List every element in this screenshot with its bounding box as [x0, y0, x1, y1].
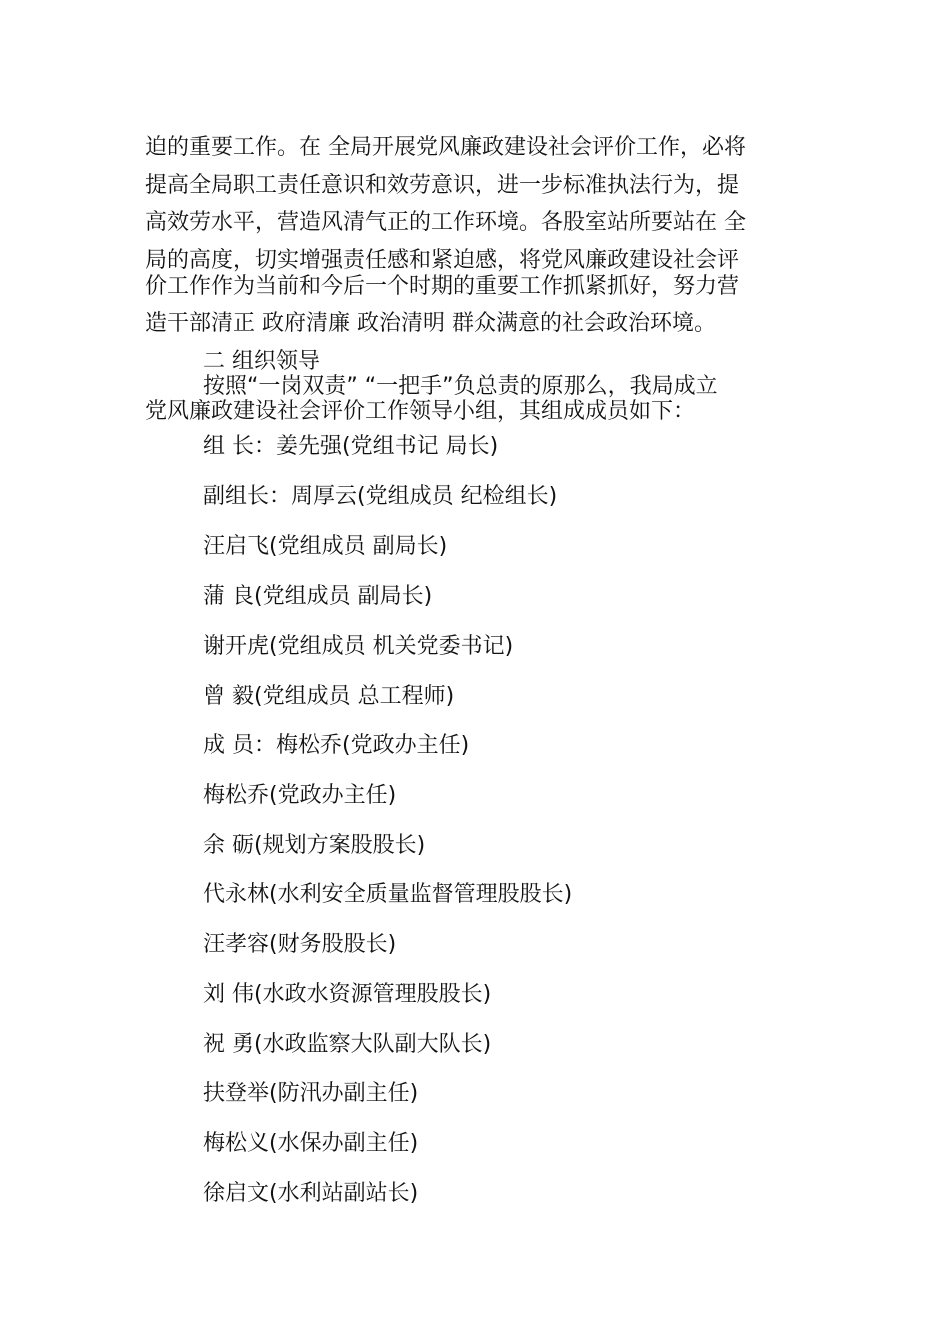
member-line: 代永林(水利安全质量监督管理股股长) — [203, 882, 573, 907]
paragraph-1-line-1: 迫的重要工作。在 全局开展党风廉政建设社会评价工作，必将 — [145, 135, 746, 160]
paragraph-2-line-2: 党风廉政建设社会评价工作领导小组，其组成成员如下： — [145, 399, 696, 424]
member-line: 成 员：梅松乔(党政办主任) — [203, 733, 470, 758]
member-line: 梅松义(水保办副主任) — [203, 1131, 419, 1156]
member-line: 蒲 良(党组成员 副局长) — [203, 584, 433, 609]
paragraph-1-line-6: 造干部清正 政府清廉 政治清明 群众满意的社会政治环境。 — [145, 311, 716, 336]
member-line: 徐启文(水利站副站长) — [203, 1181, 419, 1206]
member-line: 汪启飞(党组成员 副局长) — [203, 534, 448, 559]
member-line: 余 砺(规划方案股股长) — [203, 833, 426, 858]
paragraph-2-line-1: 按照“一岗双责” “一把手”负总责的原那么，我局成立 — [203, 374, 718, 399]
member-line: 谢开虎(党组成员 机关党委书记) — [203, 634, 514, 659]
member-line: 扶登举(防汛办副主任) — [203, 1081, 419, 1106]
member-line: 祝 勇(水政监察大队副大队长) — [203, 1032, 492, 1057]
member-line: 曾 毅(党组成员 总工程师) — [203, 684, 455, 709]
paragraph-1-line-2: 提高全局职工责任意识和效劳意识，进一步标准执法行为，提 — [145, 173, 740, 198]
paragraph-1-line-3: 高效劳水平，营造风清气正的工作环境。各股室站所要站在 全 — [145, 210, 746, 235]
paragraph-1-line-4: 局的高度，切实增强责任感和紧迫感，将党风廉政建设社会评 — [145, 248, 740, 273]
section-heading: 二 组织领导 — [203, 349, 320, 374]
member-line: 刘 伟(水政水资源管理股股长) — [203, 982, 492, 1007]
member-line: 梅松乔(党政办主任) — [203, 783, 397, 808]
member-line: 组 长：姜先强(党组书记 局长) — [203, 434, 499, 459]
member-line: 汪孝容(财务股股长) — [203, 932, 397, 957]
member-line: 副组长：周厚云(党组成员 纪检组长) — [203, 484, 558, 509]
paragraph-1-line-5: 价工作作为当前和今后一个时期的重要工作抓紧抓好，努力营 — [145, 274, 740, 299]
